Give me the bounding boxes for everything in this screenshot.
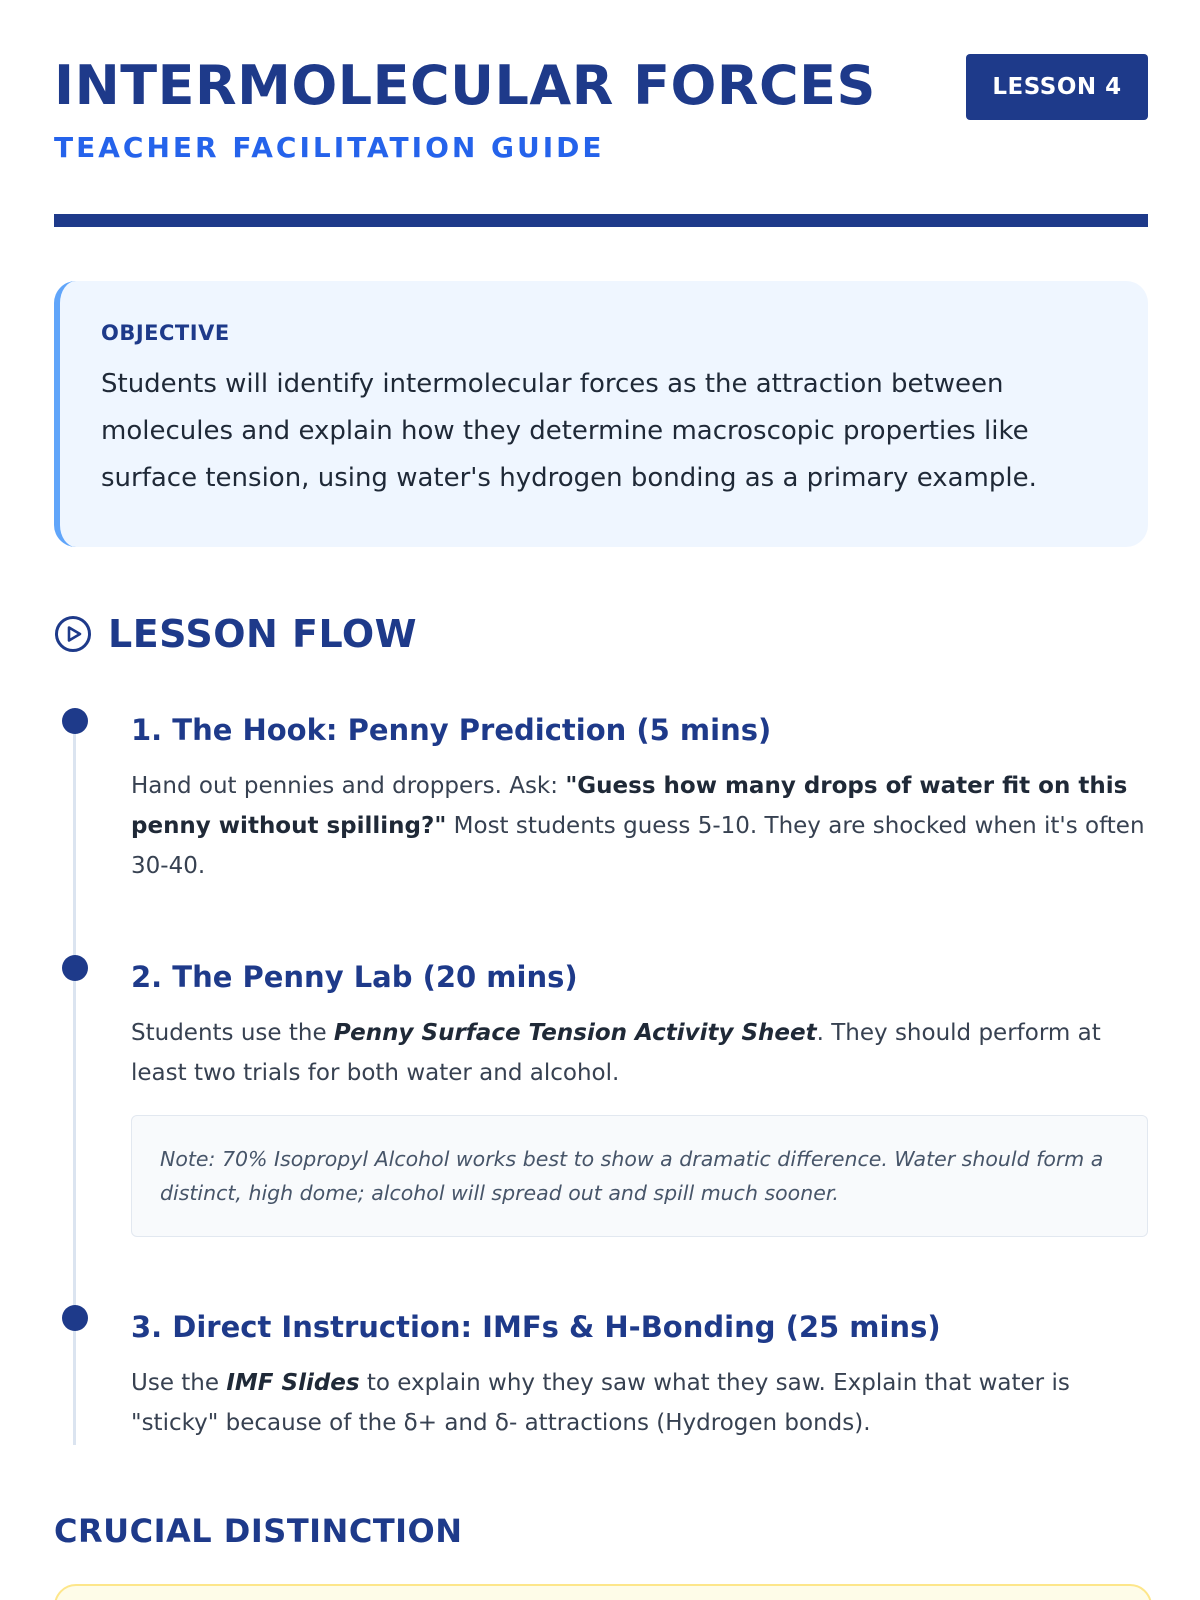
timeline-dot-2 — [62, 955, 88, 981]
objective-text: Students will identify intermolecular forces as the attraction between molecules and explain how they determine macroscopic properties like surface tension, using water's hydrogen bonding as a primary example. — [101, 369, 1037, 493]
step-body — [131, 766, 1148, 886]
header-divider — [54, 214, 1148, 227]
step-body-text: Hand out pennies and droppers. Ask: — [131, 773, 566, 799]
step-title: 3. Direct Instruction: IMFs & H-Bonding (25 mins) — [131, 1310, 941, 1344]
page-title: INTERMOLECULAR FORCES — [54, 54, 876, 117]
slides-reference: IMF Slides — [226, 1370, 360, 1396]
timeline-dot-1 — [62, 708, 88, 734]
step-body-question: "Guess how many drops of water fit on this penny without spilling?" — [131, 773, 1128, 839]
lesson-flow-heading — [54, 612, 417, 656]
step-body-text: Most students guess 5-10. They are shocked when it's often 30-40. — [131, 813, 1145, 879]
step-penny-lab — [131, 957, 1148, 1093]
step-body-text: Students use the — [131, 1020, 334, 1046]
step-title: 1. The Hook: Penny Prediction (5 mins) — [131, 713, 772, 747]
step-body-text: . They should perform at least two trials for both water and alcohol. — [131, 1020, 1101, 1086]
timeline-line — [73, 718, 76, 1445]
timeline-dot-3 — [62, 1305, 88, 1331]
step-direct-instruction — [131, 1307, 1148, 1443]
lesson-badge: LESSON 4 — [966, 54, 1148, 120]
step-hook — [131, 710, 1148, 886]
crucial-distinction-card — [54, 1584, 1152, 1600]
step-body-text: to explain why they saw what they saw. Explain that water is "sticky" because of the δ+ and δ- attractions (Hydrogen bonds). — [131, 1370, 1070, 1436]
step-body-text: Use the — [131, 1370, 227, 1396]
play-circle-icon — [54, 615, 92, 653]
activity-sheet-reference: Penny Surface Tension Activity Sheet — [333, 1020, 817, 1046]
objective-label: OBJECTIVE — [101, 321, 230, 345]
crucial-distinction-heading: CRUCIAL DISTINCTION — [54, 1512, 463, 1550]
lab-note: Note: 70% Isopropyl Alcohol works best to show a dramatic difference. Water should form a distinct, high dome; alcohol will spread out and spill much sooner. — [131, 1115, 1148, 1237]
step-title: 2. The Penny Lab (20 mins) — [131, 960, 578, 994]
lesson-flow-title: LESSON FLOW — [108, 612, 418, 656]
objective-card — [54, 281, 1148, 547]
page-subtitle: TEACHER FACILITATION GUIDE — [54, 131, 605, 164]
step-body — [131, 1363, 1148, 1443]
step-body — [131, 1013, 1148, 1093]
